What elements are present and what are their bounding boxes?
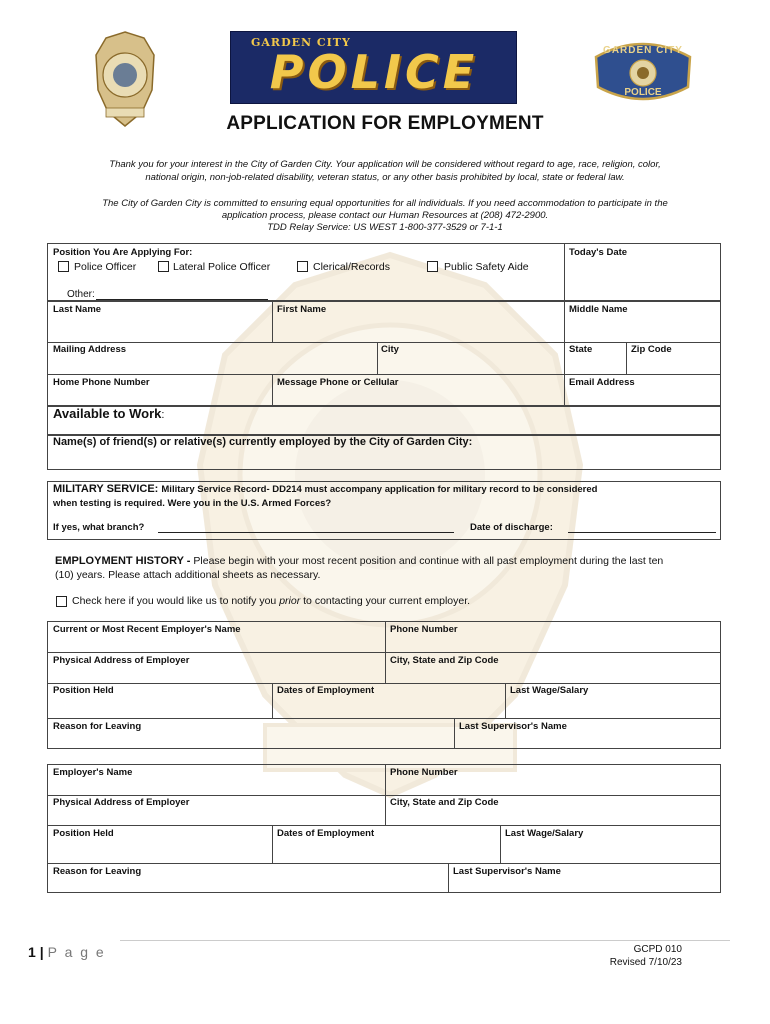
form-revision xyxy=(610,943,682,969)
intro-line-1: Thank you for your interest in the City of Garden City. Your application will be considered without regard to age, race, religion, color, xyxy=(109,159,661,170)
discharge-date-field[interactable] xyxy=(568,532,716,533)
notify-text-a: Check here if you would like us to notify you xyxy=(72,595,277,607)
middle-name-label: Middle Name xyxy=(569,304,628,315)
military-line-1 xyxy=(53,483,597,495)
available-to-work-label xyxy=(53,406,164,421)
b2-city-state-zip-label: City, State and Zip Code xyxy=(390,797,499,808)
b1-city-state-zip-label: City, State and Zip Code xyxy=(390,655,499,666)
state-label: State xyxy=(569,344,593,355)
other-label: Other: xyxy=(67,289,95,300)
notify-text-em: prior xyxy=(279,595,301,607)
b1-dates-label: Dates of Employment xyxy=(277,685,375,696)
employer-block-2 xyxy=(47,764,721,893)
discharge-date-label: Date of discharge: xyxy=(470,522,553,533)
employment-text-1: Please begin with your most recent position and continue with all past employment during the last ten xyxy=(193,555,664,567)
branch-field[interactable] xyxy=(158,532,454,533)
employer-block-1 xyxy=(47,621,721,749)
patch-top-text: GARDEN CITY xyxy=(603,45,683,56)
form-id: GCPD 010 xyxy=(633,944,682,955)
clerical-records-label: Clerical/Records xyxy=(313,261,391,273)
divider xyxy=(47,825,721,826)
public-safety-aide-label: Public Safety Aide xyxy=(444,261,529,273)
notify-employer-checkbox[interactable] xyxy=(56,596,67,607)
b2-reason-label: Reason for Leaving xyxy=(53,866,142,877)
b2-employer-label: Employer's Name xyxy=(53,767,133,778)
divider xyxy=(454,718,455,749)
home-phone-label: Home Phone Number xyxy=(53,377,150,388)
divider xyxy=(47,863,721,864)
b2-position-label: Position Held xyxy=(53,828,114,839)
friends-relatives-label: Name(s) of friend(s) or relative(s) currently employed by the City of Garden City: xyxy=(53,436,473,448)
b2-wage-label: Last Wage/Salary xyxy=(505,828,584,839)
divider xyxy=(47,795,721,796)
b1-position-label: Position Held xyxy=(53,685,114,696)
public-safety-aide-checkbox[interactable] xyxy=(427,261,438,272)
divider xyxy=(47,718,721,719)
divider xyxy=(505,683,506,718)
email-address-label: Email Address xyxy=(569,377,635,388)
mailing-address-label: Mailing Address xyxy=(53,344,127,355)
divider xyxy=(272,683,273,718)
intro-line-3: The City of Garden City is committed to ensuring equal opportunities for all individuals. If you need accommodation to participate in the xyxy=(102,198,668,209)
patch-bottom-text: POLICE xyxy=(624,87,662,98)
employment-text-2: (10) years. Please attach additional sheets as necessary. xyxy=(55,569,321,581)
garden-city-police-banner-logo xyxy=(230,31,517,104)
divider xyxy=(564,243,565,301)
revised-date: Revised 7/10/23 xyxy=(609,957,682,968)
divider xyxy=(385,621,386,683)
military-heading: MILITARY SERVICE: xyxy=(53,483,159,495)
b2-supervisor-label: Last Supervisor's Name xyxy=(453,866,561,877)
employment-heading: EMPLOYMENT HISTORY - xyxy=(55,555,191,567)
lateral-police-officer-checkbox[interactable] xyxy=(158,261,169,272)
intro-line-2: national origin, non-job-related disability, veteran status, or any other basis prohibited by local, state or federal law. xyxy=(145,172,625,183)
last-name-label: Last Name xyxy=(53,304,102,315)
divider xyxy=(272,301,273,342)
intro-line-5: TDD Relay Service: US WEST 1-800-377-3529 or 7-1-1 xyxy=(267,222,503,233)
banner-main-text: POLICE xyxy=(269,45,479,99)
todays-date-field[interactable] xyxy=(566,259,716,299)
police-officer-label: Police Officer xyxy=(74,261,137,273)
b2-dates-label: Dates of Employment xyxy=(277,828,375,839)
city-label: City xyxy=(381,344,399,355)
b1-employer-label: Current or Most Recent Employer's Name xyxy=(53,624,241,635)
divider xyxy=(448,863,449,893)
divider xyxy=(377,342,378,374)
divider xyxy=(47,652,721,653)
b2-phone-label: Phone Number xyxy=(390,767,458,778)
available-colon: : xyxy=(161,409,165,421)
divider xyxy=(500,825,501,863)
employment-line-1 xyxy=(55,555,663,567)
divider xyxy=(47,683,721,684)
garden-city-police-patch-logo xyxy=(588,37,698,112)
b1-reason-label: Reason for Leaving xyxy=(53,721,142,732)
divider xyxy=(272,374,273,406)
page-word: P a g e xyxy=(47,944,106,960)
page-title: APPLICATION FOR EMPLOYMENT xyxy=(226,113,544,134)
b1-wage-label: Last Wage/Salary xyxy=(510,685,589,696)
clerical-records-checkbox[interactable] xyxy=(297,261,308,272)
branch-label: If yes, what branch? xyxy=(53,522,145,533)
divider xyxy=(626,342,627,374)
first-name-label: First Name xyxy=(277,304,327,315)
lateral-police-officer-label: Lateral Police Officer xyxy=(173,261,271,273)
divider xyxy=(47,342,721,343)
divider xyxy=(564,301,565,406)
available-text: Available to Work xyxy=(53,406,162,421)
b1-address-label: Physical Address of Employer xyxy=(53,655,190,666)
notify-text-b: to contacting your current employer. xyxy=(303,595,471,607)
banner-top-text: GARDEN CITY xyxy=(251,36,351,49)
police-officer-checkbox[interactable] xyxy=(58,261,69,272)
military-text-2: when testing is required. Were you in the U.S. Armed Forces? xyxy=(53,498,332,509)
todays-date-label: Today's Date xyxy=(569,247,628,258)
page-number xyxy=(28,944,106,960)
intro-line-4: application process, please contact our Human Resources at (208) 472-2900. xyxy=(221,210,549,221)
other-field[interactable] xyxy=(96,299,268,300)
page-separator: | xyxy=(39,944,44,960)
notify-employer-label xyxy=(72,595,470,607)
page-number-value: 1 xyxy=(28,944,36,960)
divider xyxy=(385,764,386,825)
divider xyxy=(47,374,721,375)
divider xyxy=(272,825,273,863)
footer-rule xyxy=(120,940,730,941)
military-text-1: Military Service Record- DD214 must accompany application for military record to be considered xyxy=(161,484,598,495)
message-phone-label: Message Phone or Cellular xyxy=(277,377,399,388)
position-label: Position You Are Applying For: xyxy=(53,247,193,258)
b1-phone-label: Phone Number xyxy=(390,624,458,635)
zip-code-label: Zip Code xyxy=(631,344,672,355)
b1-supervisor-label: Last Supervisor's Name xyxy=(459,721,567,732)
b2-address-label: Physical Address of Employer xyxy=(53,797,190,808)
